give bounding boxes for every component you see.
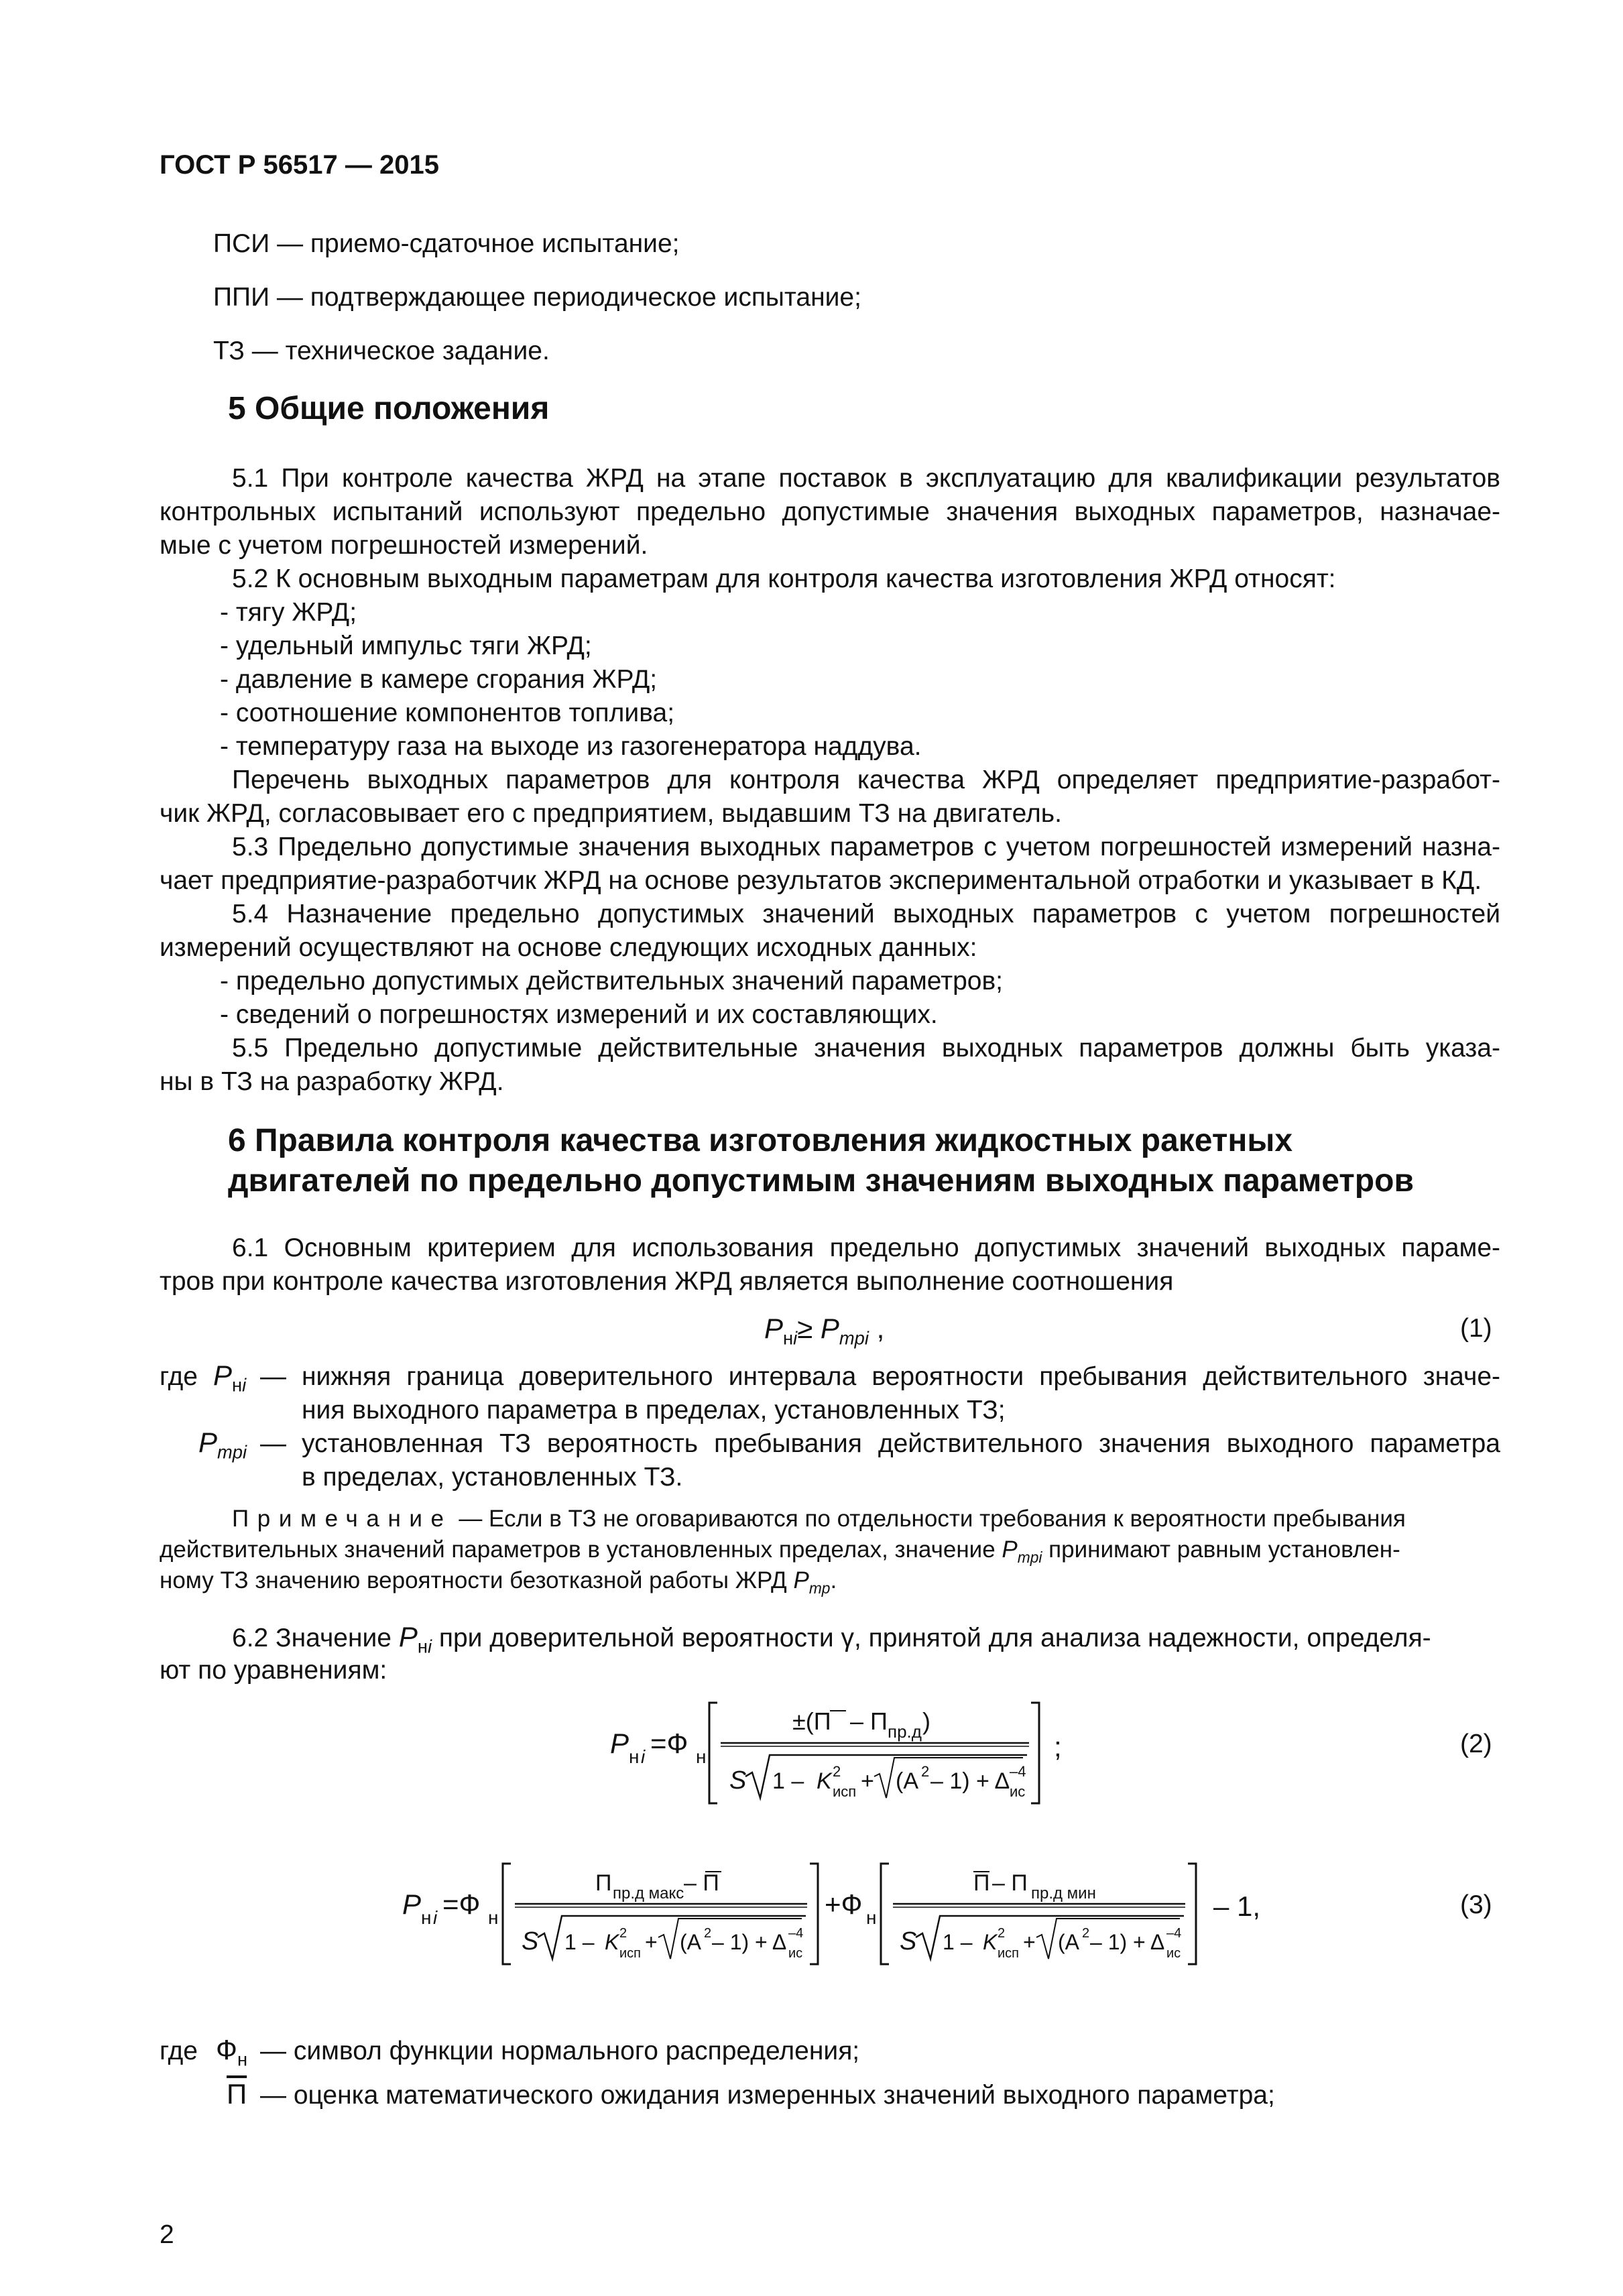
def-p-n-i-line1: нижняя граница доверительного интервала вероятности пребывания действительного значе-: [302, 1362, 1500, 1391]
para-5-3-line2: чает предприятие-разработчик ЖРД на основе результатов экспериментальной отработки и указывает в КД.: [160, 866, 1482, 895]
para-6-2-line2: ют по уравнениям:: [160, 1656, 387, 1685]
list-5-2-item4: - соотношение компонентов топлива;: [220, 699, 675, 727]
svg-text:=Ф: =Ф: [650, 1728, 688, 1759]
svg-text:i: i: [641, 1746, 646, 1767]
para-5-4-line1: 5.4 Назначение предельно допустимых значений выходных параметров с учетом погрешностей: [232, 900, 1500, 928]
svg-text:K: K: [817, 1768, 832, 1794]
para-5-1-line1: 5.1 При контроле качества ЖРД на этапе поставок в эксплуатацию для квалификации результатов: [232, 464, 1500, 493]
svg-text:П: П: [973, 1870, 990, 1896]
svg-text:2: 2: [704, 1926, 712, 1941]
symbol-pi-bar: П: [227, 2078, 247, 2110]
where-label-1: где: [160, 1362, 198, 1391]
svg-text:– П: – П: [684, 1870, 719, 1896]
svg-text:S: S: [729, 1766, 747, 1795]
list-5-4-item2: - сведений о погрешностях измерений и их составляющих.: [220, 1000, 938, 1029]
def-pi-bar: — оценка математического ожидания измеренных значений выходного параметра;: [260, 2081, 1275, 2110]
svg-text:пр.д макс: пр.д макс: [613, 1884, 684, 1902]
svg-text:– 1,: – 1,: [1213, 1890, 1261, 1922]
svg-text:– 1) + Δ: – 1) + Δ: [930, 1768, 1010, 1794]
def-phi-n: — символ функции нормального распределения;: [260, 2037, 860, 2065]
svg-text:2: 2: [1082, 1926, 1090, 1941]
symbol-p-n-i: $P_{нi}$: [213, 1360, 247, 1396]
svg-text:н: н: [488, 1907, 499, 1928]
svg-text:(A: (A: [1058, 1930, 1079, 1954]
equation-3-number: (3): [1460, 1890, 1492, 1919]
svg-text:– П: – П: [992, 1870, 1028, 1896]
para-5-2b-line1: Перечень выходных параметров для контроля качества ЖРД определяет предприятие-разработ-: [232, 766, 1500, 794]
dash-2: —: [260, 1429, 286, 1458]
svg-text:ис: ис: [1010, 1783, 1026, 1800]
svg-text:– 1) + Δ: – 1) + Δ: [712, 1930, 787, 1954]
para-5-5-line1: 5.5 Предельно допустимые действительные значения выходных параметров должны быть указа-: [232, 1034, 1500, 1063]
svg-text:–4: –4: [1010, 1763, 1026, 1780]
svg-text:1 –: 1 –: [943, 1930, 973, 1954]
svg-text:П: П: [595, 1870, 612, 1896]
abbreviation-psi: ПСИ — приемо-сдаточное испытание;: [213, 229, 680, 258]
svg-text:2: 2: [921, 1763, 930, 1780]
svg-text:2: 2: [998, 1926, 1006, 1941]
svg-text:– 1) + Δ: – 1) + Δ: [1090, 1930, 1165, 1954]
equation-1: $P_{нi}\ge P_{mpi}$ ,: [764, 1313, 885, 1349]
svg-text:1 –: 1 –: [772, 1768, 804, 1794]
note-line3: ному ТЗ значению вероятности безотказной работы ЖРД $P_{mp}$.: [160, 1567, 837, 1597]
note-line1: [232, 1504, 1406, 1534]
para-5-2: 5.2 К основным выходным параметрам для контроля качества изготовления ЖРД относят:: [232, 564, 1336, 593]
para-6-2-line1: 6.2 Значение $P_{нi}$ при доверительной вероятности γ, принятой для анализа надежности, определя-: [232, 1621, 1431, 1657]
section-5-title: 5 Общие положения: [228, 391, 550, 426]
svg-text:±(П: ±(П: [792, 1707, 831, 1735]
abbreviation-tz: ТЗ — техническое задание.: [213, 337, 550, 365]
list-5-4-item1: - предельно допустимых действительных значений параметров;: [220, 967, 1004, 995]
svg-text:пр.д мин: пр.д мин: [1031, 1884, 1096, 1902]
svg-text:+: +: [861, 1768, 874, 1794]
svg-text:ис: ис: [788, 1946, 803, 1961]
svg-text:исп: исп: [619, 1946, 642, 1961]
svg-text:исп: исп: [833, 1783, 857, 1800]
svg-text:н: н: [421, 1907, 432, 1928]
note-line2: действительных значений параметров в установленных пределах, значение $P_{mpi}$ принимают равным установлен-: [160, 1536, 1400, 1566]
list-5-2-item2: - удельный импульс тяги ЖРД;: [220, 631, 592, 660]
svg-text:н: н: [866, 1907, 877, 1928]
svg-text:–4: –4: [788, 1926, 804, 1941]
svg-text:+Ф: +Ф: [825, 1888, 863, 1920]
equation-2-number: (2): [1460, 1730, 1492, 1758]
def-p-tr-i-line2: в пределах, установленных ТЗ.: [302, 1463, 683, 1492]
dash-1: —: [260, 1362, 286, 1391]
symbol-p-tr-i: $P_{mpi}$: [198, 1427, 247, 1463]
svg-text:=Ф: =Ф: [442, 1888, 481, 1920]
para-5-1-line2: контрольных испытаний используют предельно допустимые значения выходных параметров, назначае-: [160, 497, 1500, 526]
where-label-2: где: [160, 2037, 198, 2065]
para-5-4-line2: измерений осуществляют на основе следующих исходных данных:: [160, 933, 977, 962]
svg-text:н: н: [696, 1746, 707, 1767]
svg-text:K: K: [605, 1930, 619, 1954]
list-5-2-item3: - давление в камере сгорания ЖРД;: [220, 665, 658, 694]
section-6-title-line2: двигателей по предельно допустимым значениям выходных параметров: [228, 1163, 1414, 1199]
list-5-2-item5: - температуру газа на выходе из газогенератора наддува.: [220, 732, 922, 761]
svg-text:– П: – П: [850, 1707, 888, 1735]
svg-text:1 –: 1 –: [564, 1930, 595, 1954]
svg-text:+: +: [645, 1930, 658, 1954]
svg-text:–4: –4: [1166, 1926, 1182, 1941]
note-label: Примечание: [232, 1506, 453, 1532]
def-p-n-i-line2: ния выходного параметра в пределах, установленных ТЗ;: [302, 1396, 1006, 1425]
svg-text:ис: ис: [1166, 1946, 1181, 1961]
svg-text:(A: (A: [896, 1768, 918, 1794]
section-6-title-line1: 6 Правила контроля качества изготовления жидкостных ракетных: [228, 1123, 1293, 1158]
svg-text:н: н: [629, 1746, 640, 1767]
svg-text:S: S: [522, 1927, 539, 1955]
svg-text:P: P: [402, 1888, 422, 1920]
symbol-phi-n: $Ф_н$: [216, 2034, 248, 2070]
svg-text:пр.д: пр.д: [888, 1721, 922, 1742]
svg-text:2: 2: [833, 1763, 841, 1780]
svg-text:i: i: [433, 1907, 438, 1928]
equation-1-number: (1): [1460, 1314, 1492, 1343]
para-6-1-line2: тров при контроле качества изготовления ЖРД является выполнение соотношения: [160, 1267, 1174, 1296]
equation-2: [603, 1676, 1073, 1810]
para-5-3-line1: 5.3 Предельно допустимые значения выходных параметров с учетом погрешностей измерений назна-: [232, 833, 1500, 861]
symbol-p-tr-i-note: $P_{mpi}$: [1002, 1536, 1042, 1566]
svg-text:K: K: [983, 1930, 998, 1954]
document-header: ГОСТ Р 56517 — 2015: [160, 150, 439, 180]
note-line1-text: — Если в ТЗ не оговариваются по отдельности требования к вероятности пребывания: [459, 1506, 1406, 1532]
svg-text:;: ;: [1054, 1731, 1062, 1762]
svg-text:): ): [922, 1707, 930, 1735]
page-number: 2: [160, 2220, 174, 2249]
list-5-2-item1: - тягу ЖРД;: [220, 598, 357, 627]
para-6-1-line1: 6.1 Основным критерием для использования предельно допустимых значений выходных параме-: [232, 1233, 1500, 1262]
para-5-2b-line2: чик ЖРД, согласовывает его с предприятием, выдавшим ТЗ на двигатель.: [160, 799, 1062, 828]
svg-text:2: 2: [619, 1926, 627, 1941]
para-5-1-line3: мые с учетом погрешностей измерений.: [160, 531, 648, 560]
symbol-p-tr: $P_{mp}$: [793, 1567, 831, 1597]
svg-text:исп: исп: [998, 1946, 1020, 1961]
svg-text:+: +: [1023, 1930, 1036, 1954]
svg-text:P: P: [610, 1728, 629, 1759]
def-p-tr-i-line1: установленная ТЗ вероятность пребывания действительного значения выходного параметра: [302, 1429, 1500, 1458]
svg-text:S: S: [900, 1927, 917, 1955]
abbreviation-ppi: ППИ — подтверждающее периодическое испытание;: [213, 283, 861, 312]
para-5-5-line2: ны в ТЗ на разработку ЖРД.: [160, 1067, 504, 1096]
svg-text:(A: (A: [680, 1930, 701, 1954]
equation-3: [396, 1837, 1334, 1971]
